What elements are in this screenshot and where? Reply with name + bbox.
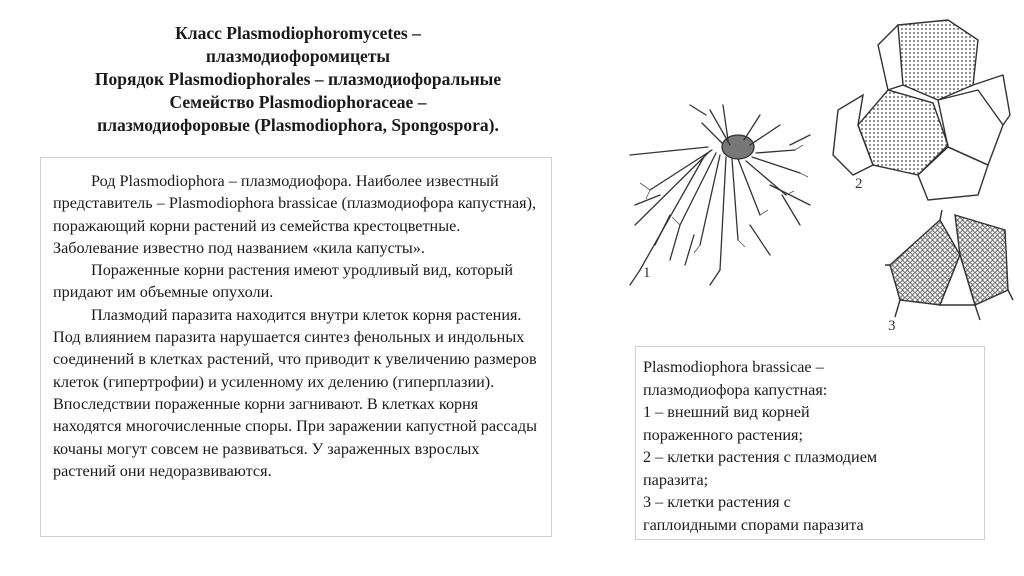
paragraph: Пораженные корни растения имеют уродливый вид, который придают им объемные опухоли.	[53, 261, 514, 302]
caption-line: Plasmodiophora brassicae –	[643, 358, 824, 376]
caption-line: 2 – клетки растения с плазмодием	[643, 448, 878, 466]
caption-line: плазмодиофора капустная:	[643, 380, 828, 399]
title-line: Семейство Plasmodiophoraceae –	[169, 92, 427, 112]
slide-title	[30, 22, 566, 137]
title-line: Порядок Plasmodiophorales – плазмодиофоральные	[94, 69, 502, 89]
caption-line: 1 – внешний вид корней	[643, 403, 810, 421]
title-line: плазмодиофоромицеты	[205, 46, 391, 66]
figure-label-1: 1	[643, 265, 651, 281]
caption-line: 3 – клетки растения с	[643, 493, 791, 511]
paragraph: Плазмодий паразита находится внутри клеток корня растения. Под влиянием паразита нарушается синтез фенольных и индольных соединений в клетках растений, что приводит к увеличению размеров клеток (гипертрофии) и усиленному их делению (гиперплазии). Впоследствии пораженные корни загнивают. В клетках корня находятся многочисленные споры. При заражении капустной рассады кочаны могут совсем не развиваться. У зараженных взрослых растений они недоразвиваются.	[53, 305, 537, 480]
title-line: плазмодиофоровые (Plasmodiophora, Spongospora).	[97, 115, 499, 135]
caption-line: гаплоидными спорами паразита	[643, 515, 864, 534]
caption-line: пораженного растения;	[643, 425, 803, 444]
title-line: Класс Plasmodiophoromycetes –	[175, 23, 421, 43]
figure-label-2: 2	[855, 176, 863, 192]
paragraph: Род Plasmodiophora – плазмодиофора. Наиболее известный представитель – Plasmodiophora brassicae (плазмодиофора капустная), поражающий корни растений из семейства крестоцветные. Заболевание известно под названием «кила капусты».	[53, 172, 537, 257]
caption-line: паразита;	[643, 470, 709, 489]
description-text-box	[40, 157, 552, 537]
spore-cells-drawing-icon	[880, 205, 1015, 325]
figure-label-3: 3	[888, 318, 896, 334]
figure-caption-box	[635, 346, 985, 540]
